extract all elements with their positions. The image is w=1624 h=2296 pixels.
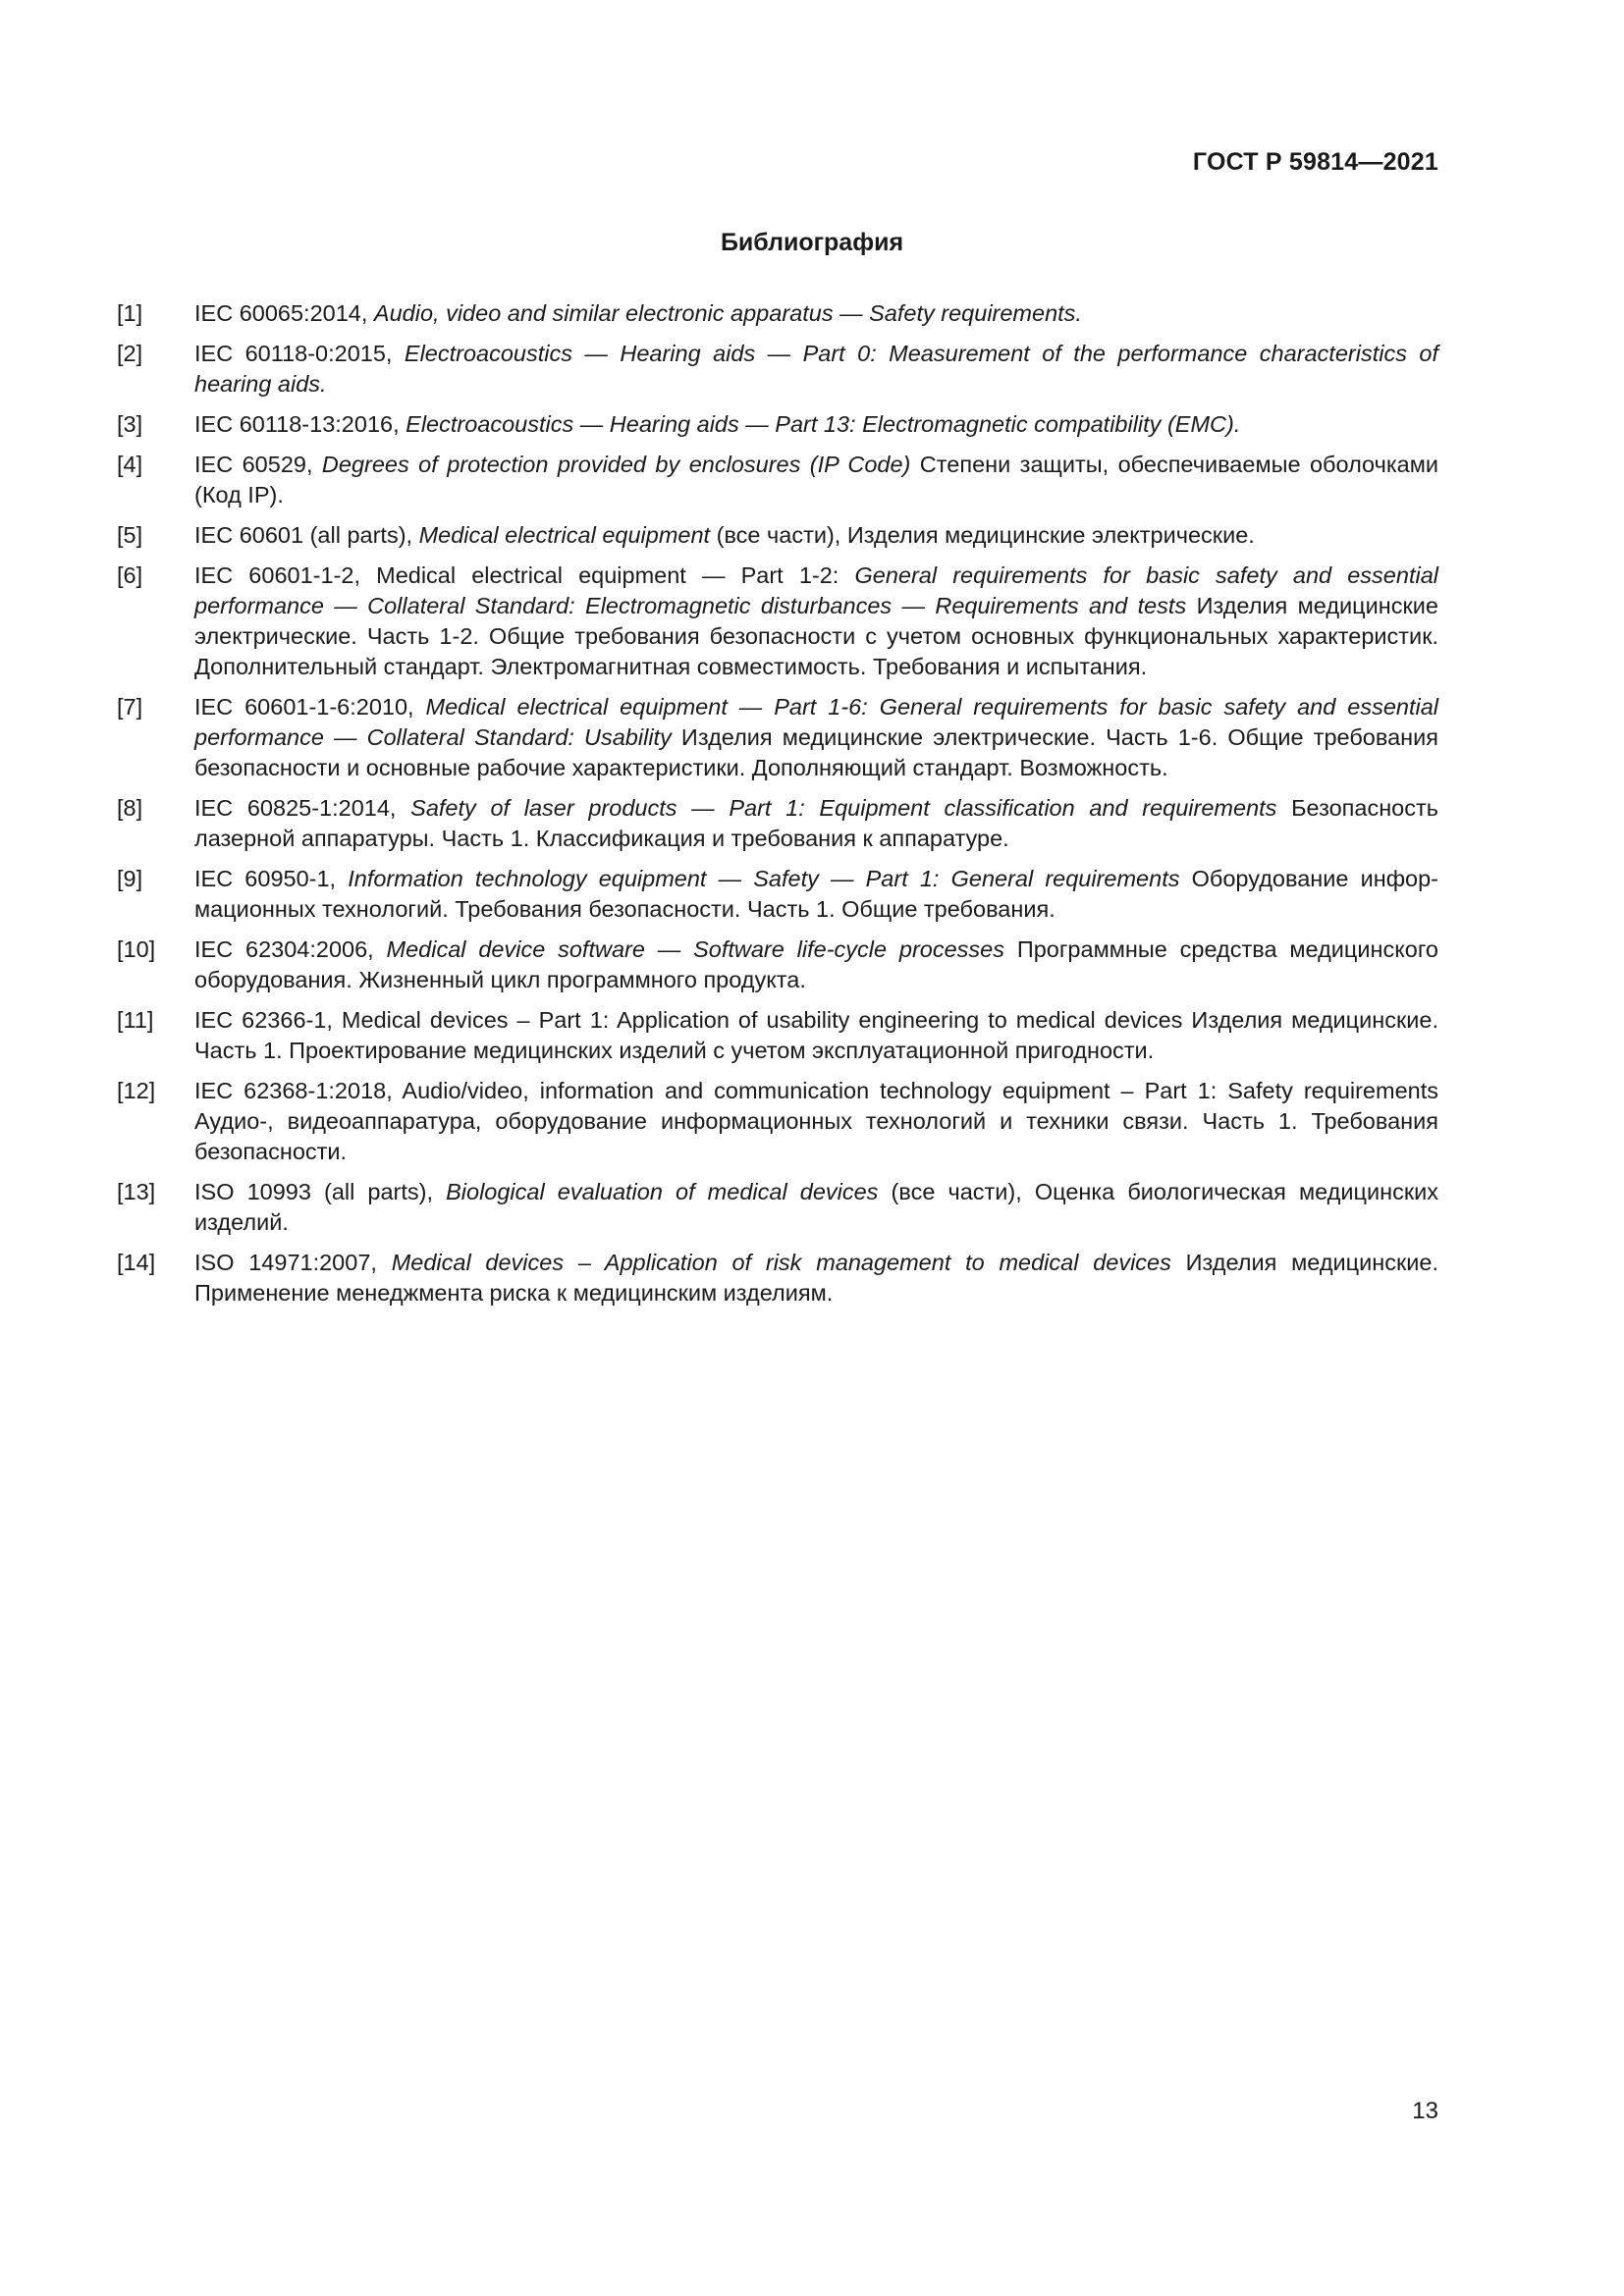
entry-text — [194, 692, 1438, 783]
entry-text-segment: IEC 60065:2014, — [194, 300, 374, 326]
bibliography-entry — [117, 793, 1438, 854]
bibliography-entry — [117, 298, 1438, 329]
entry-text-segment: IEC 60118-13:2016, — [194, 411, 406, 437]
bibliography-list — [117, 298, 1438, 1318]
entry-number: [8] — [117, 795, 143, 821]
entry-text-segment: Оборудование информационных технологий. Требования безопасности. Часть 1. Общие требования. — [194, 866, 1438, 922]
entry-text-segment: (все части), Оценка биологическая медицинских изделий. — [194, 1179, 1438, 1235]
entry-text-segment: Изделия медицинские электрические. Часть 1-6. Общие требования безопасности и основные рабочие характеристики. Дополняющий стандарт. Возможность. — [194, 724, 1438, 780]
bibliography-entry — [117, 934, 1438, 995]
entry-text — [194, 520, 1438, 551]
bibliography-entry — [117, 409, 1438, 440]
entry-text-segment: Программные средства медицинского оборудования. Жизненный цикл программного продукта. — [194, 936, 1438, 992]
entry-text — [194, 793, 1438, 854]
entry-number: [2] — [117, 341, 143, 366]
bibliography-entry — [117, 520, 1438, 551]
entry-number: [5] — [117, 522, 143, 548]
entry-text — [194, 934, 1438, 995]
entry-text-segment: IEC 60118-0:2015, — [194, 341, 405, 366]
entry-title-italic: Electroacoustics — Hearing aids — Part 13: Electromagnetic compatibility (EMC). — [406, 411, 1241, 437]
entry-number: [10] — [117, 936, 156, 962]
entry-title-italic: Information technology equipment — Safety — Part 1: General requirements — [348, 866, 1180, 891]
entry-text-segment: Безопасность лазерной аппаратуры. Часть 1. Классификация и требования к аппаратуре. — [194, 795, 1439, 851]
entry-number: [12] — [117, 1078, 156, 1103]
entry-title-italic: General requirements for basic safety and essential performance — Collateral Standard: Electromagnetic disturbances — Requirements and tests — [194, 562, 1438, 618]
entry-text — [194, 864, 1438, 925]
entry-text — [194, 409, 1438, 440]
entry-number: [4] — [117, 452, 143, 477]
entry-text — [194, 561, 1438, 682]
entry-text-segment: (все части), Изделия медицинские электрические. — [710, 522, 1255, 548]
entry-text-segment: ISO 14971:2007, — [194, 1250, 392, 1275]
entry-title-italic: Medical device software — Software life-cycle processes — [386, 936, 1004, 962]
entry-text-segment: Изделия медицинские электрические. Часть 1-2. Общие требования безопасности с учетом основных функциональных характеристик. Дополнительный стандарт. Электромагнитная совместимость. Требования и испытания. — [194, 593, 1438, 679]
entry-text-segment: ISO 10993 (all parts), — [194, 1179, 447, 1204]
bibliography-entry — [117, 339, 1438, 400]
entry-text-segment: IEC 62368-1:2018, Audio/video, information and communication technology equipment – Part 1: Safety requirements Аудио-, видеоаппаратура, оборудование информационных технологий и техники связи. Часть 1. Требования безопасности. — [194, 1078, 1438, 1164]
entry-title-italic: Medical electrical equipment — [418, 522, 711, 548]
entry-text-segment: IEC 62304:2006, — [194, 936, 387, 962]
entry-text — [194, 1177, 1438, 1238]
entry-number: [7] — [117, 694, 143, 720]
entry-number: [13] — [117, 1179, 156, 1204]
entry-text-segment: IEC 62366-1, Medical devices – Part 1: Application of usability engineering to medical devices Изделия медицинские. Часть 1. Проектирование медицинских изделий с учетом эксплуатационной пригодности. — [194, 1007, 1438, 1063]
bibliography-entry — [117, 1248, 1438, 1308]
entry-number: [3] — [117, 411, 143, 437]
entry-text — [194, 298, 1438, 329]
entry-number: [14] — [117, 1250, 156, 1275]
entry-text-segment: IEC 60601-1-2, Medical electrical equipment — Part 1-2: — [194, 562, 855, 588]
bibliography-entry — [117, 450, 1438, 510]
entry-text — [194, 1248, 1438, 1308]
entry-number: [6] — [117, 562, 143, 588]
entry-text-segment: Изделия медицинские. Применение менеджмента риска к медицинским изделиям. — [194, 1250, 1438, 1306]
entry-number: [1] — [117, 300, 143, 326]
bibliography-entry — [117, 1005, 1438, 1066]
entry-text-segment: IEC 60950-1, — [194, 866, 349, 891]
bibliography-entry — [117, 561, 1438, 682]
entry-number: [11] — [117, 1007, 154, 1033]
bibliography-entry — [117, 692, 1438, 783]
entry-title-italic: Safety of laser products — Part 1: Equipment classification and requirements — [410, 795, 1277, 821]
entry-text-segment: IEC 60601-1-6:2010, — [194, 694, 426, 720]
entry-number: [9] — [117, 866, 143, 891]
entry-title-italic: Audio, video and similar electronic apparatus — Safety requirements. — [373, 300, 1082, 326]
entry-text — [194, 339, 1438, 400]
bibliography-entry — [117, 1076, 1438, 1167]
entry-text-segment: Степени защиты, обеспечиваемые оболочками (Код IP). — [194, 452, 1438, 507]
bibliography-entry — [117, 1177, 1438, 1238]
page-number: 13 — [1412, 2098, 1438, 2124]
document-code-header: ГОСТ Р 59814—2021 — [1192, 148, 1438, 176]
bibliography-entry — [117, 864, 1438, 925]
entry-title-italic: Medical devices – Application of risk management to medical devices — [391, 1250, 1171, 1275]
entry-text — [194, 1076, 1438, 1167]
entry-text-segment: IEC 60825-1:2014, — [194, 795, 411, 821]
entry-text — [194, 450, 1438, 510]
entry-title-italic: Medical electrical equipment — Part 1-6: General requirements for basic safety and essential performance — Collateral Standard: Usability — [194, 694, 1438, 750]
entry-title-italic: Degrees of protection provided by enclosures (IP Code) — [321, 452, 911, 477]
entry-title-italic: Electroacoustics — Hearing aids — Part 0: Measurement of the performance characteristics of hearing aids. — [194, 341, 1438, 397]
entry-text-segment: IEC 60601 (all parts), — [194, 522, 419, 548]
entry-text-segment: IEC 60529, — [194, 452, 322, 477]
section-title: Библиография — [720, 229, 904, 256]
entry-title-italic: Biological evaluation of medical devices — [446, 1179, 879, 1204]
entry-text — [194, 1005, 1438, 1066]
